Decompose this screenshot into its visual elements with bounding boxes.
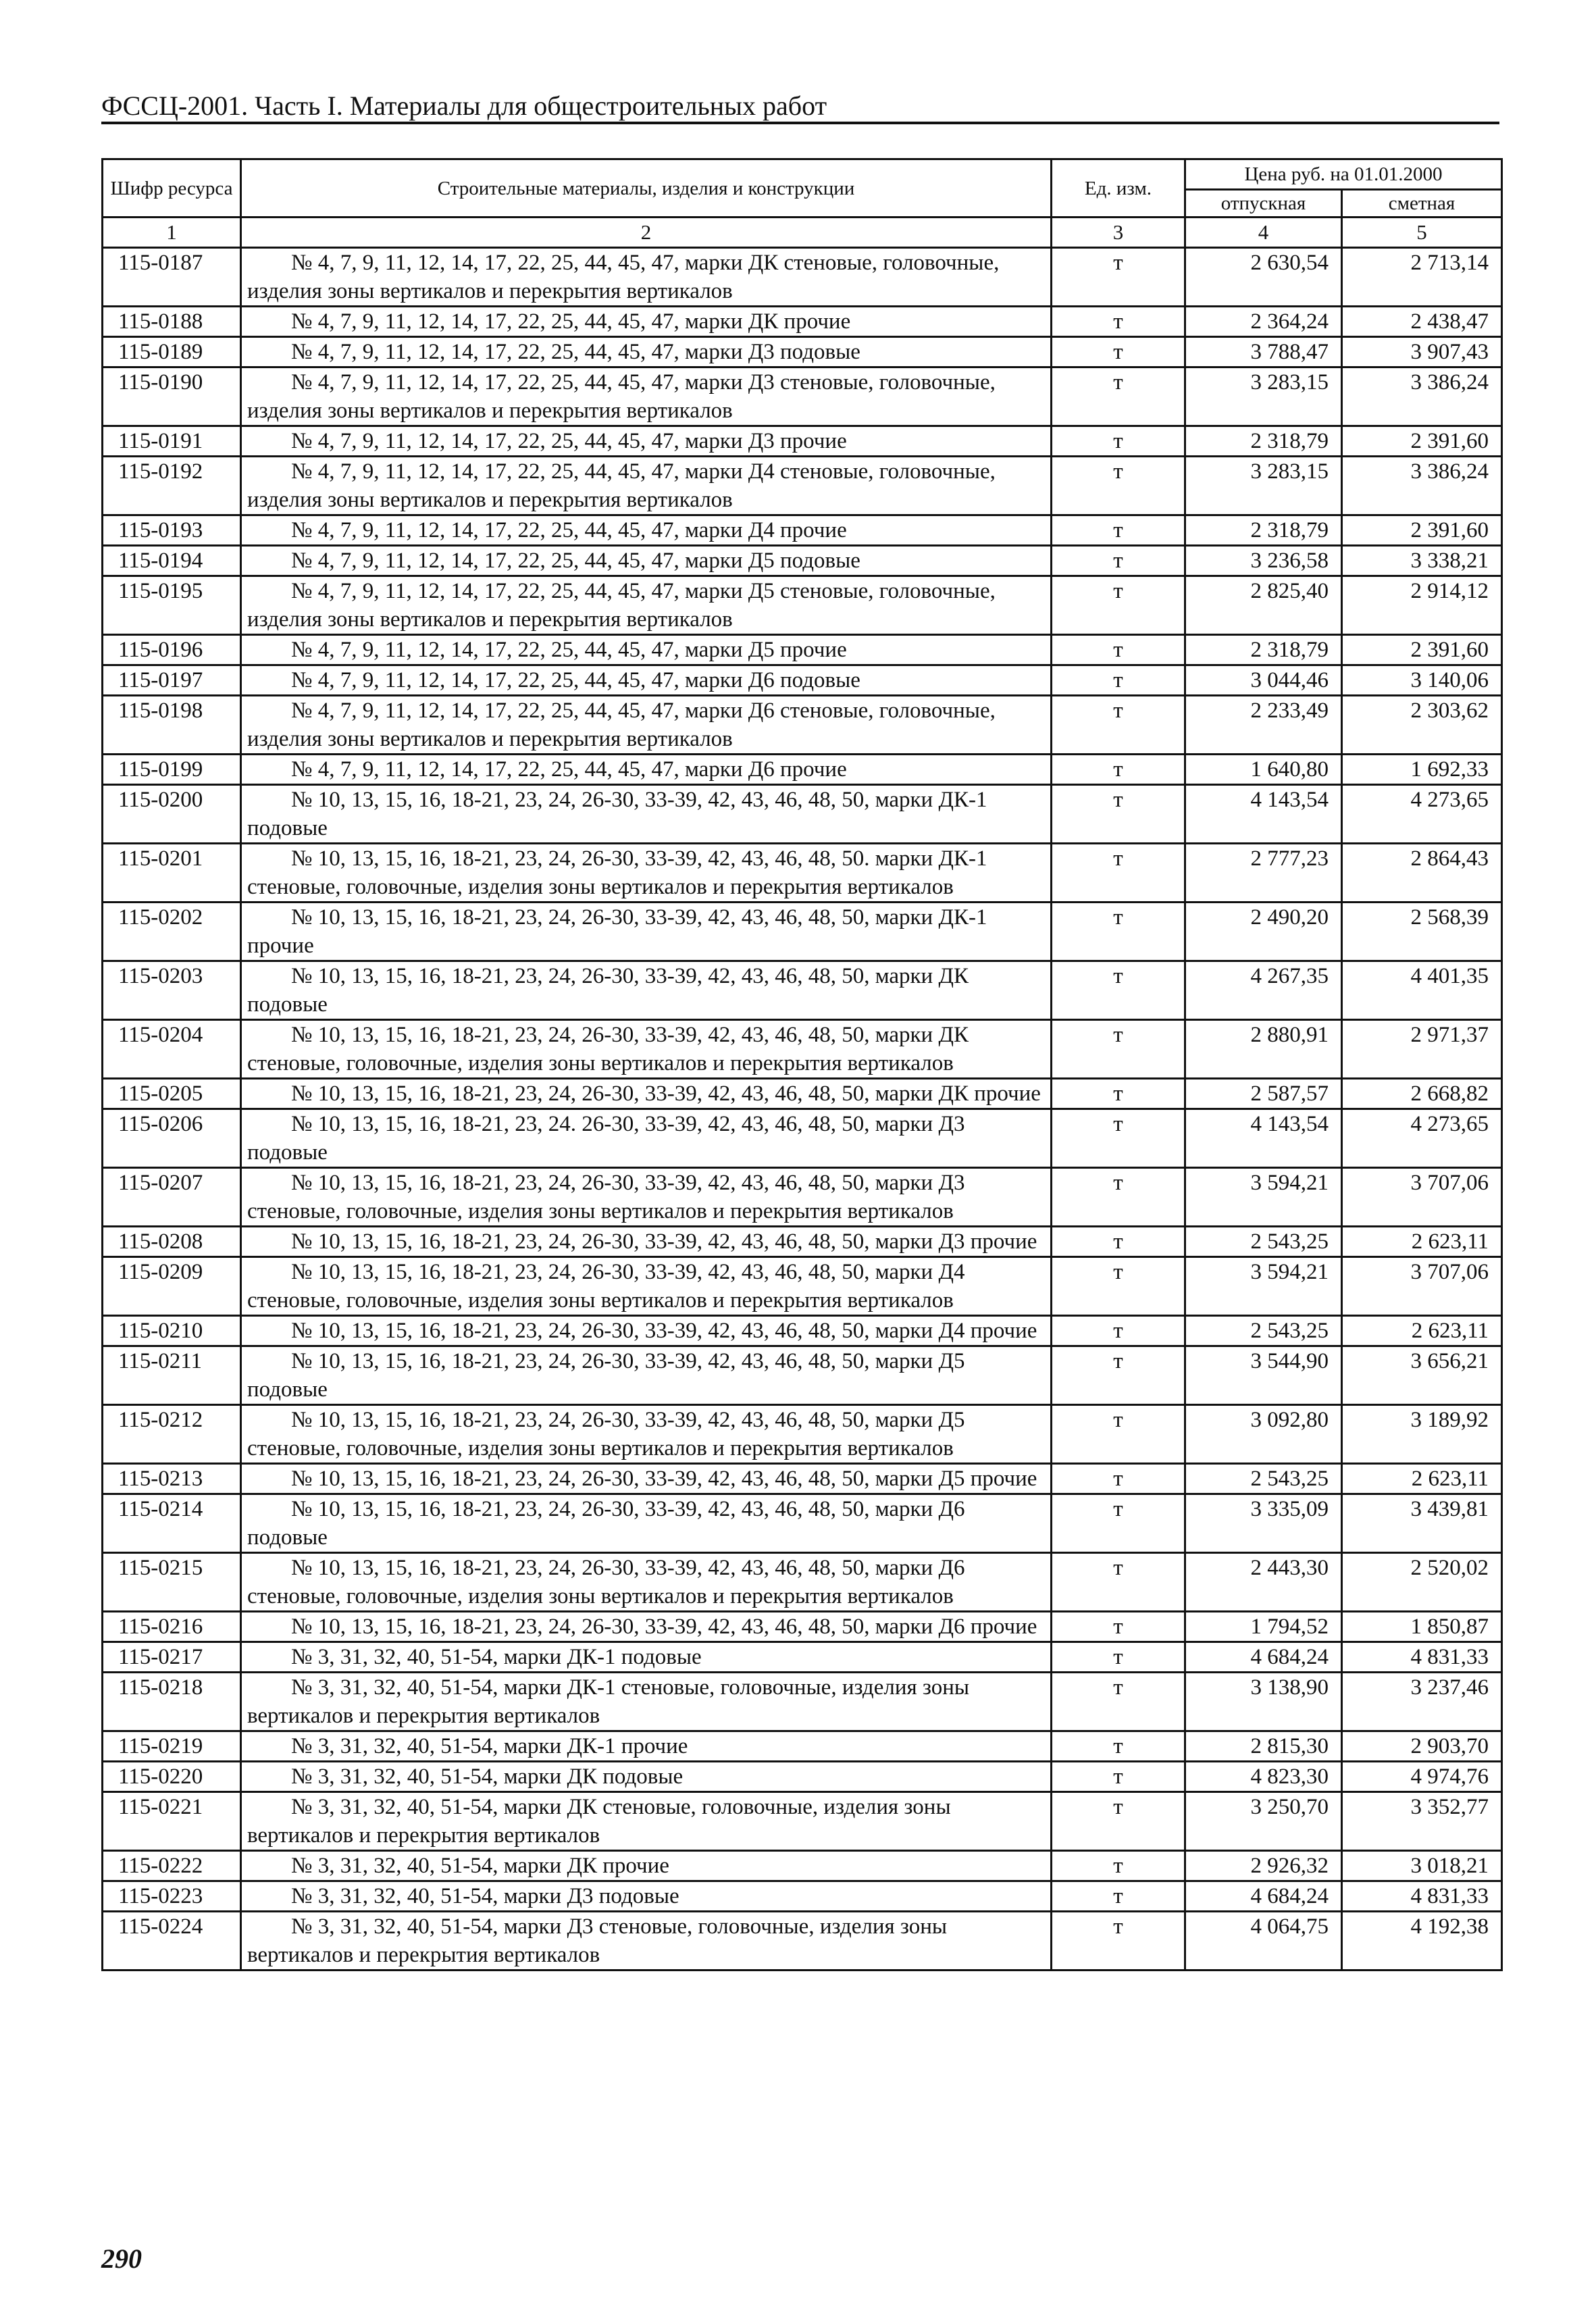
table-head [103, 159, 1502, 248]
row-code: 115-0204 [103, 1020, 241, 1079]
row-description [241, 1109, 1052, 1168]
row-estimate-price: 3 386,24 [1342, 367, 1502, 426]
row-code: 115-0200 [103, 785, 241, 844]
row-description [241, 337, 1052, 367]
row-release-price: 4 684,24 [1185, 1642, 1342, 1673]
table-row [103, 1346, 1502, 1405]
row-code: 115-0207 [103, 1168, 241, 1227]
row-code: 115-0195 [103, 576, 241, 635]
row-description-text: № 3, 31, 32, 40, 51-54, марки ДК прочие [291, 1854, 669, 1878]
row-unit: т [1052, 1464, 1185, 1494]
row-estimate-price: 4 974,76 [1342, 1762, 1502, 1792]
row-code: 115-0202 [103, 903, 241, 961]
table-row [103, 1405, 1502, 1464]
row-release-price: 2 587,57 [1185, 1079, 1342, 1109]
row-estimate-price: 4 831,33 [1342, 1642, 1502, 1673]
row-estimate-price: 2 303,62 [1342, 696, 1502, 755]
table-row [103, 1464, 1502, 1494]
table-row [103, 248, 1502, 307]
table-row [103, 515, 1502, 546]
row-description [241, 1346, 1052, 1405]
table-row [103, 426, 1502, 457]
row-code: 115-0214 [103, 1494, 241, 1553]
table-row [103, 1731, 1502, 1762]
row-release-price: 4 823,30 [1185, 1762, 1342, 1792]
row-estimate-price: 2 391,60 [1342, 426, 1502, 457]
row-description [241, 1494, 1052, 1553]
row-estimate-price: 3 018,21 [1342, 1851, 1502, 1881]
row-release-price: 3 250,70 [1185, 1792, 1342, 1851]
row-code: 115-0205 [103, 1079, 241, 1109]
row-release-price: 2 880,91 [1185, 1020, 1342, 1079]
row-code: 115-0212 [103, 1405, 241, 1464]
row-description-text: № 10, 13, 15, 16, 18-21, 23, 24, 26-30, 33-39, 42, 43, 46, 48, 50, марки Д5 стеновые, головочные, изделия зоны вертикалов и перекрытия вертикалов [247, 1408, 965, 1460]
header-name: Строительные материалы, изделия и конструкции [241, 159, 1052, 218]
row-unit: т [1052, 1642, 1185, 1673]
row-description-text: № 3, 31, 32, 40, 51-54, марки ДК-1 прочие [291, 1734, 688, 1758]
row-unit: т [1052, 457, 1185, 515]
row-release-price: 1 640,80 [1185, 755, 1342, 785]
row-description-text: № 4, 7, 9, 11, 12, 14, 17, 22, 25, 44, 45, 47, марки Д3 стеновые, головочные, изделия зоны вертикалов и перекрытия вертикалов [247, 370, 996, 423]
row-release-price: 2 364,24 [1185, 307, 1342, 337]
row-unit: т [1052, 903, 1185, 961]
table-row [103, 635, 1502, 665]
row-code: 115-0187 [103, 248, 241, 307]
row-description [241, 1851, 1052, 1881]
row-estimate-price: 4 273,65 [1342, 1109, 1502, 1168]
row-description-text: № 4, 7, 9, 11, 12, 14, 17, 22, 25, 44, 45, 47, марки Д3 подовые [291, 340, 860, 364]
row-description [241, 576, 1052, 635]
row-code: 115-0219 [103, 1731, 241, 1762]
row-code: 115-0222 [103, 1851, 241, 1881]
page-header: ФССЦ-2001. Часть I. Материалы для общестроительных работ [101, 91, 1499, 124]
row-unit: т [1052, 367, 1185, 426]
row-unit: т [1052, 1494, 1185, 1553]
row-code: 115-0215 [103, 1553, 241, 1612]
table-row [103, 1792, 1502, 1851]
row-release-price: 2 318,79 [1185, 426, 1342, 457]
row-description-text: № 10, 13, 15, 16, 18-21, 23, 24, 26-30, 33-39, 42, 43, 46, 48, 50, марки Д6 прочие [291, 1615, 1037, 1639]
row-description [241, 1316, 1052, 1346]
row-estimate-price: 2 438,47 [1342, 307, 1502, 337]
table-row [103, 457, 1502, 515]
row-unit: т [1052, 307, 1185, 337]
header-estimate-price: сметная [1342, 190, 1502, 218]
table-row [103, 1673, 1502, 1731]
row-estimate-price: 4 192,38 [1342, 1912, 1502, 1971]
table-row [103, 1494, 1502, 1553]
table-row [103, 665, 1502, 696]
row-unit: т [1052, 515, 1185, 546]
row-unit: т [1052, 1109, 1185, 1168]
row-code: 115-0217 [103, 1642, 241, 1673]
row-estimate-price: 2 623,11 [1342, 1464, 1502, 1494]
row-description-text: № 10, 13, 15, 16, 18-21, 23, 24, 26-30, 33-39, 42, 43, 46, 48, 50, марки Д3 стеновые, головочные, изделия зоны вертикалов и перекрытия вертикалов [247, 1171, 965, 1223]
row-release-price: 1 794,52 [1185, 1612, 1342, 1642]
row-unit: т [1052, 546, 1185, 576]
row-description [241, 696, 1052, 755]
row-unit: т [1052, 961, 1185, 1020]
row-code: 115-0216 [103, 1612, 241, 1642]
row-unit: т [1052, 1168, 1185, 1227]
row-estimate-price: 2 713,14 [1342, 248, 1502, 307]
row-unit: т [1052, 635, 1185, 665]
row-release-price: 4 064,75 [1185, 1912, 1342, 1971]
row-unit: т [1052, 1612, 1185, 1642]
row-description-text: № 4, 7, 9, 11, 12, 14, 17, 22, 25, 44, 45, 47, марки Д6 подовые [291, 668, 860, 692]
row-estimate-price: 3 237,46 [1342, 1673, 1502, 1731]
row-release-price: 4 267,35 [1185, 961, 1342, 1020]
header-unit: Ед. изм. [1052, 159, 1185, 218]
column-number: 3 [1052, 218, 1185, 248]
row-description [241, 307, 1052, 337]
row-release-price: 3 594,21 [1185, 1168, 1342, 1227]
row-estimate-price: 2 391,60 [1342, 635, 1502, 665]
row-description [241, 635, 1052, 665]
row-description [241, 367, 1052, 426]
row-estimate-price: 1 850,87 [1342, 1612, 1502, 1642]
table-row [103, 576, 1502, 635]
row-description [241, 844, 1052, 903]
row-code: 115-0190 [103, 367, 241, 426]
row-unit: т [1052, 1792, 1185, 1851]
row-description-text: № 10, 13, 15, 16, 18-21, 23, 24, 26-30, 33-39, 42, 43, 46, 48, 50, марки ДК прочие [291, 1082, 1041, 1106]
row-description-text: № 4, 7, 9, 11, 12, 14, 17, 22, 25, 44, 45, 47, марки Д4 стеновые, головочные, изделия зоны вертикалов и перекрытия вертикалов [247, 459, 996, 512]
row-description-text: № 10, 13, 15, 16, 18-21, 23, 24, 26-30, 33-39, 42, 43, 46, 48, 50, марки Д4 стеновые, головочные, изделия зоны вертикалов и перекрытия вертикалов [247, 1260, 965, 1313]
table-row [103, 1762, 1502, 1792]
row-description [241, 1881, 1052, 1912]
header-price: Цена руб. на 01.01.2000 [1185, 159, 1502, 190]
row-description-text: № 10, 13, 15, 16, 18-21, 23, 24, 26-30, 33-39, 42, 43, 46, 48, 50, марки Д4 прочие [291, 1319, 1037, 1343]
row-description [241, 785, 1052, 844]
row-description [241, 248, 1052, 307]
row-estimate-price: 3 707,06 [1342, 1257, 1502, 1316]
price-table [101, 158, 1503, 1971]
row-unit: т [1052, 755, 1185, 785]
row-unit: т [1052, 248, 1185, 307]
table-row [103, 903, 1502, 961]
row-code: 115-0192 [103, 457, 241, 515]
table-row [103, 1612, 1502, 1642]
row-code: 115-0198 [103, 696, 241, 755]
row-unit: т [1052, 1227, 1185, 1257]
row-release-price: 2 543,25 [1185, 1227, 1342, 1257]
row-release-price: 2 777,23 [1185, 844, 1342, 903]
row-code: 115-0223 [103, 1881, 241, 1912]
row-description-text: № 4, 7, 9, 11, 12, 14, 17, 22, 25, 44, 45, 47, марки Д4 прочие [291, 518, 847, 542]
row-description [241, 1020, 1052, 1079]
row-release-price: 3 138,90 [1185, 1673, 1342, 1731]
table-row [103, 307, 1502, 337]
row-description [241, 1792, 1052, 1851]
row-description [241, 755, 1052, 785]
row-estimate-price: 3 352,77 [1342, 1792, 1502, 1851]
row-description [241, 1673, 1052, 1731]
table-row [103, 1851, 1502, 1881]
row-code: 115-0208 [103, 1227, 241, 1257]
row-description [241, 515, 1052, 546]
row-description-text: № 4, 7, 9, 11, 12, 14, 17, 22, 25, 44, 45, 47, марки ДК прочие [291, 309, 851, 334]
row-unit: т [1052, 1079, 1185, 1109]
row-description [241, 1168, 1052, 1227]
table-row [103, 1257, 1502, 1316]
row-description-text: № 3, 31, 32, 40, 51-54, марки ДК подовые [291, 1764, 684, 1789]
row-code: 115-0191 [103, 426, 241, 457]
row-estimate-price: 3 656,21 [1342, 1346, 1502, 1405]
row-release-price: 3 283,15 [1185, 457, 1342, 515]
row-code: 115-0197 [103, 665, 241, 696]
price-table-wrapper [101, 158, 1501, 1971]
row-unit: т [1052, 1731, 1185, 1762]
row-estimate-price: 3 386,24 [1342, 457, 1502, 515]
row-estimate-price: 2 623,11 [1342, 1316, 1502, 1346]
table-row [103, 961, 1502, 1020]
row-description-text: № 4, 7, 9, 11, 12, 14, 17, 22, 25, 44, 45, 47, марки Д5 подовые [291, 549, 860, 573]
row-unit: т [1052, 1762, 1185, 1792]
row-estimate-price: 3 338,21 [1342, 546, 1502, 576]
row-estimate-price: 2 520,02 [1342, 1553, 1502, 1612]
row-estimate-price: 2 914,12 [1342, 576, 1502, 635]
row-description-text: № 10, 13, 15, 16, 18-21, 23, 24, 26-30, 33-39, 42, 43, 46, 48, 50, марки Д6 подовые [247, 1497, 965, 1550]
row-release-price: 3 788,47 [1185, 337, 1342, 367]
row-description [241, 1405, 1052, 1464]
table-row [103, 1020, 1502, 1079]
row-release-price: 3 236,58 [1185, 546, 1342, 576]
row-estimate-price: 1 692,33 [1342, 755, 1502, 785]
row-code: 115-0193 [103, 515, 241, 546]
row-description [241, 1642, 1052, 1673]
table-row [103, 367, 1502, 426]
row-release-price: 2 630,54 [1185, 248, 1342, 307]
row-description-text: № 10, 13, 15, 16, 18-21, 23, 24, 26-30, 33-39, 42, 43, 46, 48, 50, марки Д5 прочие [291, 1467, 1037, 1491]
row-code: 115-0203 [103, 961, 241, 1020]
row-code: 115-0201 [103, 844, 241, 903]
row-release-price: 2 490,20 [1185, 903, 1342, 961]
column-number: 1 [103, 218, 241, 248]
row-description [241, 1079, 1052, 1109]
row-description-text: № 4, 7, 9, 11, 12, 14, 17, 22, 25, 44, 45, 47, марки ДК стеновые, головочные, изделия зоны вертикалов и перекрытия вертикалов [247, 251, 1000, 303]
row-unit: т [1052, 665, 1185, 696]
row-unit: т [1052, 1257, 1185, 1316]
row-estimate-price: 3 907,43 [1342, 337, 1502, 367]
header-release-price: отпускная [1185, 190, 1342, 218]
row-release-price: 2 318,79 [1185, 635, 1342, 665]
row-unit: т [1052, 1881, 1185, 1912]
row-description [241, 1612, 1052, 1642]
row-code: 115-0218 [103, 1673, 241, 1731]
table-row [103, 696, 1502, 755]
column-number: 4 [1185, 218, 1342, 248]
row-unit: т [1052, 337, 1185, 367]
row-release-price: 3 335,09 [1185, 1494, 1342, 1553]
row-description [241, 1762, 1052, 1792]
row-estimate-price: 2 568,39 [1342, 903, 1502, 961]
row-code: 115-0196 [103, 635, 241, 665]
column-number: 2 [241, 218, 1052, 248]
row-release-price: 2 815,30 [1185, 1731, 1342, 1762]
row-estimate-price: 4 401,35 [1342, 961, 1502, 1020]
row-code: 115-0188 [103, 307, 241, 337]
row-description-text: № 4, 7, 9, 11, 12, 14, 17, 22, 25, 44, 45, 47, марки Д5 стеновые, головочные, изделия зоны вертикалов и перекрытия вертикалов [247, 579, 996, 632]
row-release-price: 2 318,79 [1185, 515, 1342, 546]
row-release-price: 2 543,25 [1185, 1464, 1342, 1494]
row-code: 115-0189 [103, 337, 241, 367]
row-description [241, 1464, 1052, 1494]
row-release-price: 3 594,21 [1185, 1257, 1342, 1316]
row-description-text: № 10, 13, 15, 16, 18-21, 23, 24, 26-30, 33-39, 42, 43, 46, 48, 50, марки ДК стеновые, головочные, изделия зоны вертикалов и перекрытия вертикалов [247, 1023, 969, 1075]
row-code: 115-0224 [103, 1912, 241, 1971]
row-unit: т [1052, 1851, 1185, 1881]
row-estimate-price: 2 903,70 [1342, 1731, 1502, 1762]
row-unit: т [1052, 1020, 1185, 1079]
row-release-price: 4 684,24 [1185, 1881, 1342, 1912]
row-description-text: № 4, 7, 9, 11, 12, 14, 17, 22, 25, 44, 45, 47, марки Д6 стеновые, головочные, изделия зоны вертикалов и перекрытия вертикалов [247, 698, 996, 751]
row-unit: т [1052, 1912, 1185, 1971]
row-description-text: № 10, 13, 15, 16, 18-21, 23, 24, 26-30, 33-39, 42, 43, 46, 48, 50, марки ДК-1 прочие [247, 905, 987, 958]
row-unit: т [1052, 1316, 1185, 1346]
table-row [103, 546, 1502, 576]
row-description [241, 426, 1052, 457]
row-unit: т [1052, 576, 1185, 635]
row-release-price: 2 543,25 [1185, 1316, 1342, 1346]
row-code: 115-0206 [103, 1109, 241, 1168]
row-release-price: 2 443,30 [1185, 1553, 1342, 1612]
row-estimate-price: 2 864,43 [1342, 844, 1502, 903]
row-release-price: 2 233,49 [1185, 696, 1342, 755]
row-code: 115-0220 [103, 1762, 241, 1792]
table-row [103, 1912, 1502, 1971]
row-description [241, 961, 1052, 1020]
row-estimate-price: 3 189,92 [1342, 1405, 1502, 1464]
row-description-text: № 4, 7, 9, 11, 12, 14, 17, 22, 25, 44, 45, 47, марки Д3 прочие [291, 429, 847, 453]
header-code: Шифр ресурса [103, 159, 241, 218]
row-unit: т [1052, 1553, 1185, 1612]
row-estimate-price: 2 668,82 [1342, 1079, 1502, 1109]
table-row [103, 1168, 1502, 1227]
row-estimate-price: 2 391,60 [1342, 515, 1502, 546]
row-description [241, 903, 1052, 961]
row-code: 115-0209 [103, 1257, 241, 1316]
table-row [103, 1642, 1502, 1673]
row-estimate-price: 2 971,37 [1342, 1020, 1502, 1079]
row-release-price: 2 926,32 [1185, 1851, 1342, 1881]
row-unit: т [1052, 1346, 1185, 1405]
table-body [103, 248, 1502, 1971]
row-release-price: 3 044,46 [1185, 665, 1342, 696]
table-row [103, 1227, 1502, 1257]
row-unit: т [1052, 696, 1185, 755]
row-code: 115-0199 [103, 755, 241, 785]
row-description-text: № 3, 31, 32, 40, 51-54, марки ДК стеновые, головочные, изделия зоны вертикалов и перекрытия вертикалов [247, 1795, 951, 1848]
row-estimate-price: 4 273,65 [1342, 785, 1502, 844]
row-description-text: № 4, 7, 9, 11, 12, 14, 17, 22, 25, 44, 45, 47, марки Д6 прочие [291, 757, 847, 782]
row-description-text: № 10, 13, 15, 16, 18-21, 23, 24, 26-30, 33-39, 42, 43, 46, 48, 50, марки Д5 подовые [247, 1349, 965, 1402]
table-row [103, 785, 1502, 844]
table-row [103, 1553, 1502, 1612]
row-code: 115-0211 [103, 1346, 241, 1405]
table-row [103, 1109, 1502, 1168]
table-row [103, 844, 1502, 903]
row-description-text: № 10, 13, 15, 16, 18-21, 23, 24. 26-30, 33-39, 42, 43, 46, 48, 50, марки Д3 подовые [247, 1112, 965, 1165]
page-number: 290 [101, 2243, 142, 2274]
row-unit: т [1052, 1673, 1185, 1731]
row-release-price: 3 092,80 [1185, 1405, 1342, 1464]
row-unit: т [1052, 844, 1185, 903]
row-release-price: 2 825,40 [1185, 576, 1342, 635]
row-estimate-price: 3 439,81 [1342, 1494, 1502, 1553]
row-description [241, 1553, 1052, 1612]
row-description-text: № 10, 13, 15, 16, 18-21, 23, 24, 26-30, 33-39, 42, 43, 46, 48, 50, марки Д6 стеновые, головочные, изделия зоны вертикалов и перекрытия вертикалов [247, 1556, 965, 1608]
row-description [241, 1912, 1052, 1971]
table-row [103, 1316, 1502, 1346]
row-release-price: 3 283,15 [1185, 367, 1342, 426]
row-release-price: 4 143,54 [1185, 785, 1342, 844]
row-estimate-price: 4 831,33 [1342, 1881, 1502, 1912]
row-estimate-price: 2 623,11 [1342, 1227, 1502, 1257]
row-release-price: 3 544,90 [1185, 1346, 1342, 1405]
row-description-text: № 3, 31, 32, 40, 51-54, марки Д3 стеновые, головочные, изделия зоны вертикалов и перекрытия вертикалов [247, 1914, 948, 1967]
row-description-text: № 10, 13, 15, 16, 18-21, 23, 24, 26-30, 33-39, 42, 43, 46, 48, 50, марки ДК-1 подовые [247, 788, 987, 840]
row-description-text: № 4, 7, 9, 11, 12, 14, 17, 22, 25, 44, 45, 47, марки Д5 прочие [291, 638, 847, 662]
row-code: 115-0221 [103, 1792, 241, 1851]
row-unit: т [1052, 785, 1185, 844]
row-code: 115-0210 [103, 1316, 241, 1346]
row-description-text: № 10, 13, 15, 16, 18-21, 23, 24, 26-30, 33-39, 42, 43, 46, 48, 50, марки ДК подовые [247, 964, 969, 1017]
row-release-price: 4 143,54 [1185, 1109, 1342, 1168]
row-estimate-price: 3 707,06 [1342, 1168, 1502, 1227]
row-description-text: № 10, 13, 15, 16, 18-21, 23, 24, 26-30, 33-39, 42, 43, 46, 48, 50. марки ДК-1 стеновые, головочные, изделия зоны вертикалов и перекрытия вертикалов [247, 846, 987, 899]
row-unit: т [1052, 426, 1185, 457]
column-number: 5 [1342, 218, 1502, 248]
table-row [103, 1881, 1502, 1912]
table-row [103, 755, 1502, 785]
row-description [241, 546, 1052, 576]
row-description [241, 1731, 1052, 1762]
table-row [103, 337, 1502, 367]
table-row [103, 1079, 1502, 1109]
row-estimate-price: 3 140,06 [1342, 665, 1502, 696]
row-code: 115-0194 [103, 546, 241, 576]
row-description-text: № 3, 31, 32, 40, 51-54, марки ДК-1 стеновые, головочные, изделия зоны вертикалов и перекрытия вертикалов [247, 1675, 970, 1728]
row-unit: т [1052, 1405, 1185, 1464]
row-description-text: № 10, 13, 15, 16, 18-21, 23, 24, 26-30, 33-39, 42, 43, 46, 48, 50, марки Д3 прочие [291, 1229, 1037, 1254]
row-description [241, 457, 1052, 515]
row-description-text: № 3, 31, 32, 40, 51-54, марки Д3 подовые [291, 1884, 679, 1908]
row-description [241, 1227, 1052, 1257]
row-description-text: № 3, 31, 32, 40, 51-54, марки ДК-1 подовые [291, 1645, 702, 1669]
row-code: 115-0213 [103, 1464, 241, 1494]
row-description [241, 665, 1052, 696]
row-description [241, 1257, 1052, 1316]
